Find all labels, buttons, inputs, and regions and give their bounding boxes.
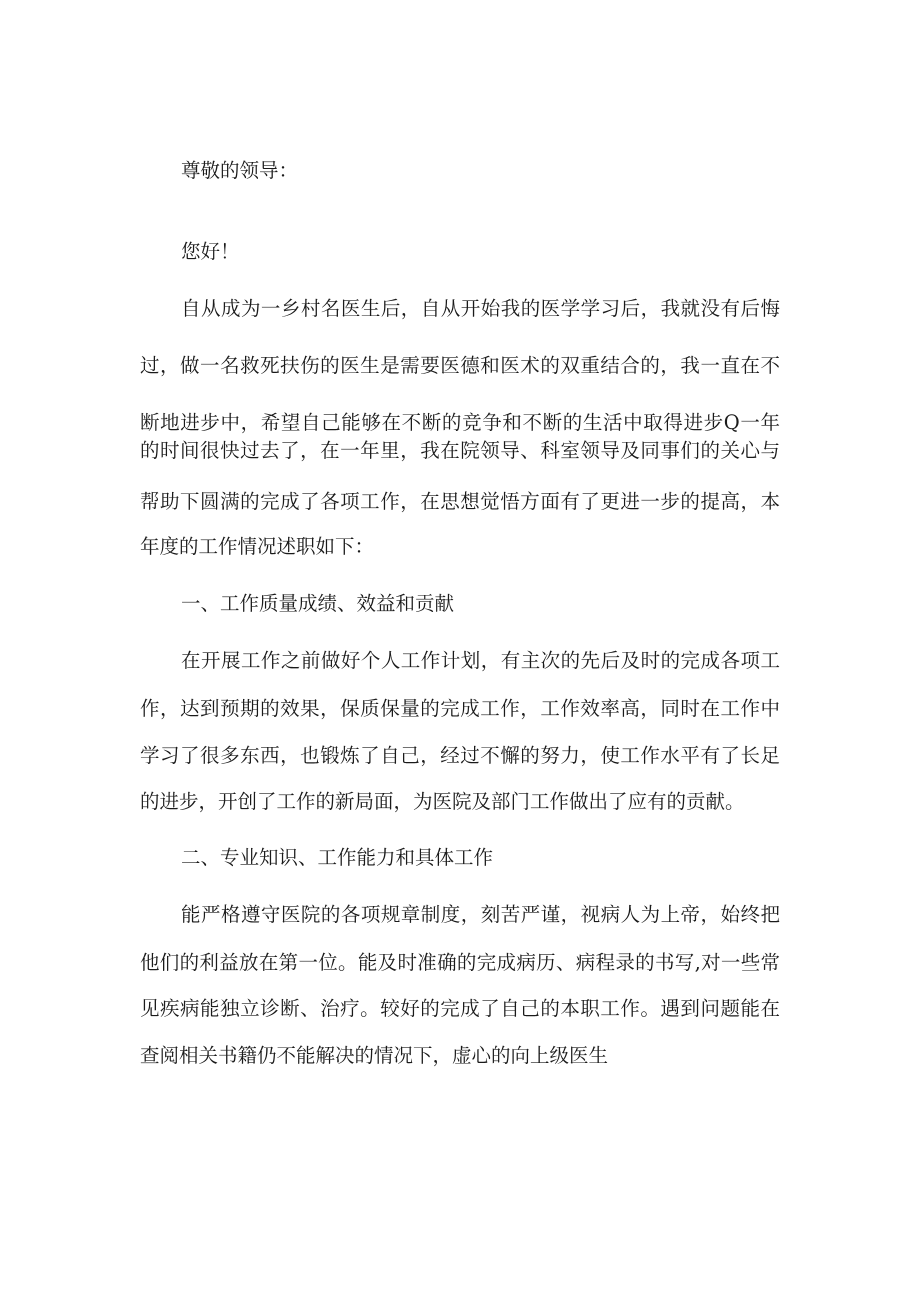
intro-line: 的时间很快过去了，在一年里，我在院领导、科室领导及同事们的关心与 (140, 439, 780, 462)
salutation: 尊敬的领导： (181, 159, 299, 182)
intro-line: 年度的工作情况述职如下： (140, 535, 375, 558)
section-line: 查阅相关书籍仍不能解决的情况下，虚心的向上级医生 (140, 1044, 609, 1067)
section-line: 他们的利益放在第一位。能及时准确的完成病历、病程录的书写,对一些常 (140, 951, 780, 974)
section-line: 作，达到预期的效果，保质保量的完成工作，工作效率高，同时在工作中 (140, 697, 780, 720)
section-line: 的进步，开创了工作的新局面，为医院及部门工作做出了应有的贡献。 (140, 790, 745, 813)
section-line: 见疾病能独立诊断、治疗。较好的完成了自己的本职工作。遇到问题能在 (140, 997, 780, 1020)
intro-line: 过，做一名救死扶伤的医生是需要医德和医术的双重结合的，我一直在不 (140, 354, 780, 377)
section-line: 学习了很多东西，也锻炼了自己，经过不懈的努力，使工作水平有了长足 (140, 744, 780, 767)
greeting: 您好！ (181, 240, 240, 263)
section-line: 能严格遵守医院的各项规章制度，刻苦严谨，视病人为上帝，始终把 (181, 903, 780, 926)
intro-line: 断地进步中，希望自己能够在不断的竞争和不断的生活中取得进步Q一年 (140, 411, 780, 434)
section-heading: 一、工作质量成绩、效益和贡献 (181, 592, 455, 615)
section-line: 在开展工作之前做好个人工作计划，有主次的先后及时的完成各项工 (181, 649, 780, 672)
intro-line: 帮助下圆满的完成了各项工作，在思想觉悟方面有了更进一步的提高，本 (140, 490, 780, 513)
section-heading: 二、专业知识、工作能力和具体工作 (181, 846, 494, 869)
intro-line: 自从成为一乡村名医生后，自从开始我的医学学习后，我就没有后悔 (181, 297, 780, 320)
